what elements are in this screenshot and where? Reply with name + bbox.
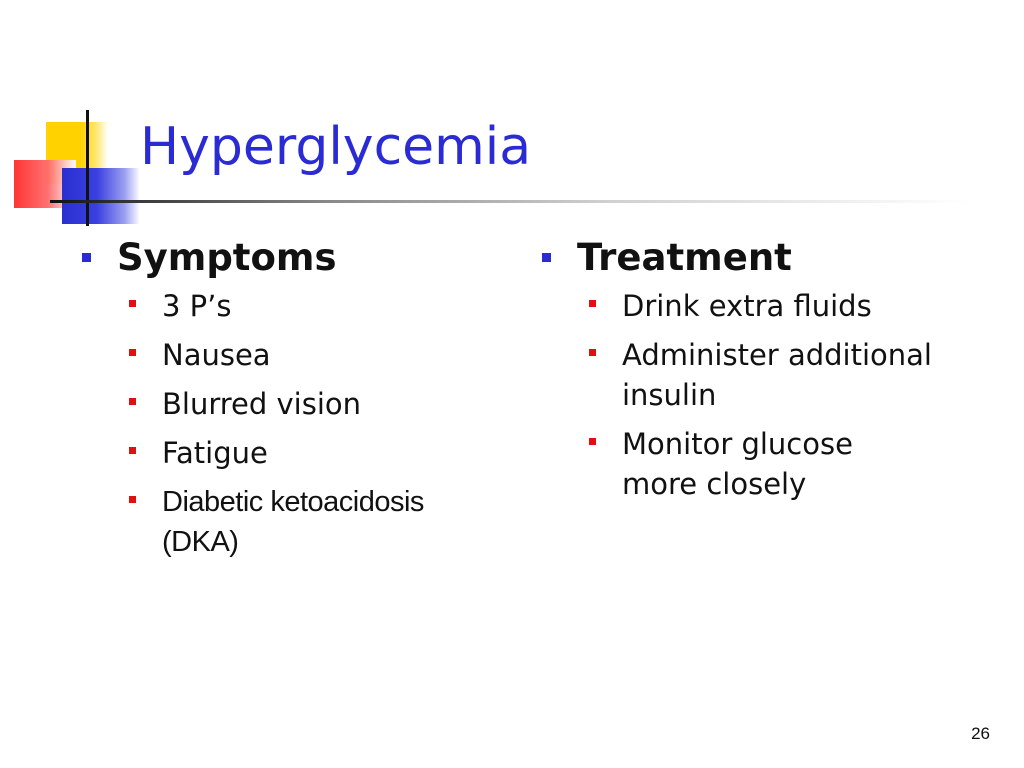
symptoms-heading: Symptoms <box>117 235 337 279</box>
treatment-heading: Treatment <box>577 235 792 279</box>
symptom-label: Fatigue <box>162 436 268 470</box>
square-bullet-icon <box>129 349 136 356</box>
square-bullet-icon <box>129 447 136 454</box>
list-item <box>129 384 500 424</box>
list-item <box>129 482 500 562</box>
title-underline <box>50 200 970 203</box>
symptoms-heading-item <box>80 232 500 282</box>
square-bullet-icon <box>129 398 136 405</box>
list-item <box>589 286 1000 326</box>
treatment-list <box>540 286 1000 504</box>
symptoms-column <box>80 232 500 571</box>
slide-title: Hyperglycemia <box>140 117 532 177</box>
list-item <box>129 286 500 326</box>
logo-vertical-line <box>86 110 89 226</box>
square-bullet-icon <box>589 349 596 356</box>
square-bullet-icon <box>129 300 136 307</box>
list-item <box>129 433 500 473</box>
square-bullet-icon <box>129 496 136 503</box>
treatment-heading-item <box>540 232 1000 282</box>
list-item <box>589 335 1000 415</box>
square-bullet-icon <box>82 253 91 262</box>
symptoms-list <box>80 286 500 562</box>
list-item <box>129 335 500 375</box>
symptom-label: 3 P’s <box>162 289 232 323</box>
square-bullet-icon <box>542 253 551 262</box>
treatment-label: Monitor glucose more closely <box>622 427 853 501</box>
treatment-label: Drink extra fluids <box>622 289 872 323</box>
list-item <box>589 424 1000 504</box>
symptom-label: Blurred vision <box>162 387 362 421</box>
square-bullet-icon <box>589 438 596 445</box>
logo-blue-square <box>62 168 140 224</box>
square-bullet-icon <box>589 300 596 307</box>
symptom-label: Nausea <box>162 338 271 372</box>
symptom-label: Diabetic ketoacidosis (DKA) <box>162 486 424 558</box>
treatment-label: Administer additional insulin <box>622 338 932 412</box>
page-number: 26 <box>971 724 990 743</box>
treatment-column <box>540 232 1000 513</box>
